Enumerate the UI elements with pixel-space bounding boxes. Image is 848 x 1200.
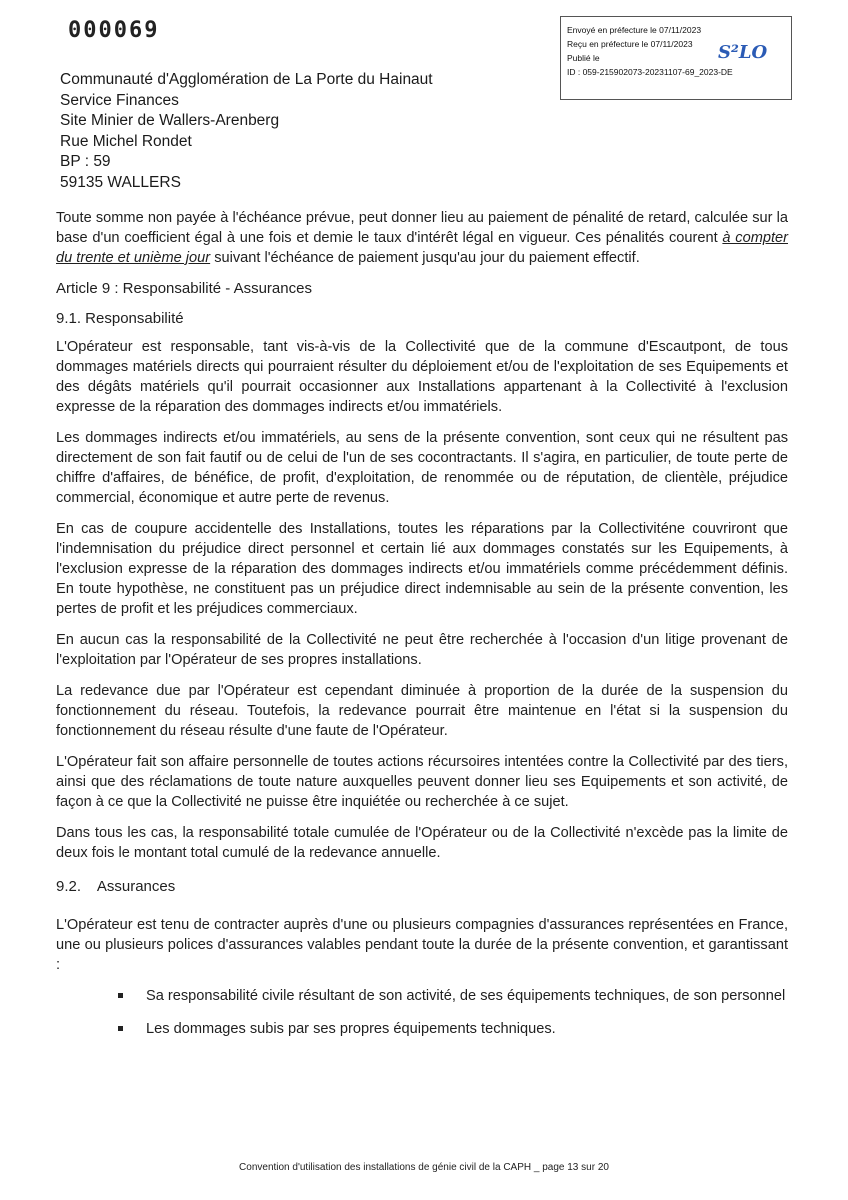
slo-mark: S²LO [718,42,768,63]
page-footer: Convention d'utilisation des installations de génie civil de la CAPH _ page 13 sur 20 [239,1162,609,1173]
address-line: 59135 WALLERS [60,173,181,191]
document-body [56,208,788,1052]
paragraph: En cas de coupure accidentelle des Installations, toutes les réparations par la Collectiviténe couvriront que l'indemnisation du préjudice direct personnel et certain lié aux dommages constatés sur les Equipements, à l'exclusion expresse de la réparation des dommages indirects et/ou immatériels comme précédemment définis. En toute hypothèse, ne constituent pas un préjudice direct indemnisable au sein de la présente convention, les pertes de profit et les préjudices commerciaux. [56,521,788,617]
paragraph: La redevance due par l'Opérateur est cependant diminuée à proportion de la durée de la suspension du fonctionnement du réseau. Toutefois, la redevance pourrait être maintenue en l'état si la suspension du fonctionnement du réseau résulte d'une faute de l'Opérateur. [56,683,788,739]
section-title-assurances: 9.2. Assurances [56,878,176,895]
intro-paragraph: Toute somme non payée à l'échéance prévue, peut donner lieu au paiement de pénalité de retard, calculée sur la base d'un coefficient égal à une fois et demie le taux d'intérêt légal en vigueur. Ces pénalités courent à compter du trente et unième jour suivant l'échéance de paiement jusqu'au jour du paiement effectif. [56,210,788,266]
address-line: Rue Michel Rondet [60,132,192,150]
address-line: Communauté d'Agglomération de La Porte du Hainaut [60,71,433,88]
receipt-received: Reçu en préfecture le 07/11/2023 [567,39,693,49]
receipt-sent: Envoyé en préfecture le 07/11/2023 [567,25,702,35]
section-title-responsabilite: 9.1. Responsabilité [56,310,184,327]
address-block [60,70,433,193]
paragraph: Dans tous les cas, la responsabilité totale cumulée de l'Opérateur ou de la Collectivité n'excède pas la limite de deux fois le montant total cumulé de la redevance annuelle. [56,825,788,861]
address-line: Site Minier de Wallers-Arenberg [60,112,280,129]
emphasis-text: à compter du trente et unième jour [56,230,788,266]
list-item: Sa responsabilité civile résultant de son activité, de ses équipements techniques, de son personnel [146,986,788,1006]
paragraph: En aucun cas la responsabilité de la Collectivité ne peut être recherchée à l'occasion d'un litige provenant de l'exploitation par l'Opérateur de ses propres installations. [56,632,788,668]
paragraph: L'Opérateur est responsable, tant vis-à-vis de la Collectivité que de la commune d'Escautpont, de tous dommages matériels directs qui pourraient résulter du déploiement et/ou de l'exploitation de ses Equipements et des dégâts matériels qu'il pourrait occasionner aux Installations appartenant à la Collectivité à l'exclusion expresse de la réparation des dommages indirects et/ou immatériels. [56,339,788,415]
article-title: Article 9 : Responsabilité - Assurances [56,280,312,297]
bullet-list [56,986,788,1039]
paragraph: L'Opérateur fait son affaire personnelle de toutes actions récursoires intentées contre la Collectivité par des tiers, ainsi que des réclamations de toute nature auxquelles peuvent donner lieu ses Equipements et son activité, de façon à ce que la Collectivité ne puisse être inquiétée ou recherchée à ce sujet. [56,754,788,810]
address-line: BP : 59 [60,153,111,170]
paragraph: Les dommages indirects et/ou immatériels, au sens de la présente convention, sont ceux qui ne résultent pas directement de son fait fautif ou de celui de l'un de ses cocontractants. Il s'agira, en particulier, de toute perte de chiffre d'affaires, de bénéfice, de profit, d'exploitation, de renommée ou de réputation, de clientèle, préjudice commercial, économique et autre perte de revenus. [56,430,788,506]
address-line: Service Finances [60,91,179,109]
receipt-id: ID : 059-215902073-20231107-69_2023-DE [567,67,733,77]
receipt-published: Publié le [567,53,600,63]
stamp-number: 000069 [68,18,160,43]
paragraph: L'Opérateur est tenu de contracter auprès d'une ou plusieurs compagnies d'assurances représentées en France, une ou plusieurs polices d'assurances valables pendant toute la durée de la présente convention, et garantissant : [56,917,788,973]
list-item: Les dommages subis par ses propres équipements techniques. [146,1019,788,1039]
